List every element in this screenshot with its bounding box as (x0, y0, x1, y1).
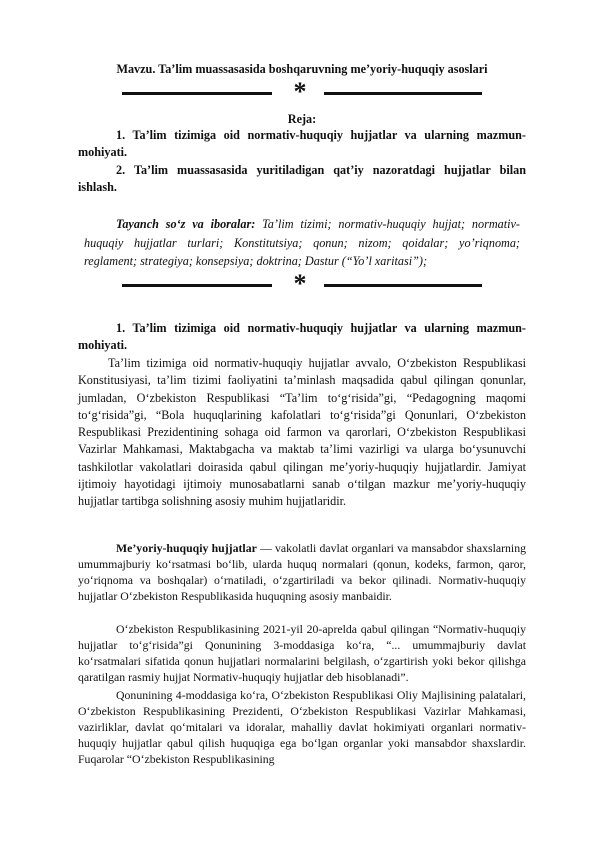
plan-item-1: 1. Ta’lim tizimiga oid normativ-huquqiy hujjatlar va ularning mazmun-mohiyati. (78, 128, 526, 160)
divider-line-right (324, 284, 482, 287)
ornament-divider-top (122, 77, 482, 106)
body-paragraph-4: Qonunining 4-moddasiga ko‘ra, O‘zbekiston Respublikasi Oliy Majlisining palatalari, O‘zbekiston Respublikasining Prezidenti, O‘zbekiston Respublikasi Vazirlar Mahkamasi, vazirliklar, davlat qo‘mitalari va idoralar, mahalliy davlat hokimiyati organlari normativ-huquqiy hujjatlar qabul qilish huquqiga ega bo‘lgan organlar yoki mansabdor shaxslardir. Fuqarolar “O‘zbekiston Respublikasining (78, 688, 526, 766)
section-heading: 1. Ta’lim tizimiga oid normativ-huquqiy hujjatlar va ularning mazmun-mohiyati. (78, 321, 526, 353)
definition-text: — vakolatli davlat organlari va mansabdor shaxslarning umummajburiy ko‘rsatmasi bo‘lib, ularda huquq normalari (qonun, kodeks, farmon, qaror, yo‘riqnoma va boshqalar) o‘rnatiladi, o‘zgartiriladi va bekor qilinadi. Normativ-huquqiy hujjatlar O‘zbekiston Respublikasida huquqning asosiy manbaidir. (78, 541, 527, 603)
plan-item-2: 2. Ta’lim muassasasida yuritiladigan qat’iy nazoratdagi hujjatlar bilan ishlash. (78, 163, 526, 195)
asterisk-ornament-icon: * (293, 77, 307, 106)
divider-line-left (122, 92, 272, 95)
asterisk-ornament-icon: * (293, 269, 307, 298)
body-paragraph-2 (78, 540, 526, 604)
ornament-divider-bottom (122, 269, 482, 298)
body-paragraph-3: O‘zbekiston Respublikasining 2021-yil 20-aprelda qabul qilingan “Normativ-huquqiy hujjatlar to‘g‘risida”gi Qonunining 3-moddasiga ko‘ra, “... umummajburiy davlat ko‘rsatmalari sifatida qonun hujjatlari normalarini belgilash, o‘zgartirish yoki bekor qilishga qaratilgan rasmiy hujjat Normativ-huquqiy hujjatlar deb hisoblanadi”. (78, 622, 526, 684)
keywords-paragraph (84, 215, 520, 271)
keywords-label: Tayanch so‘z va iboralar: (116, 217, 256, 231)
divider-line-right (324, 92, 482, 95)
document-title: Mavzu. Ta’lim muassasasida boshqaruvning me’yoriy-huquqiy asoslari (116, 62, 488, 76)
body-paragraph-1: Ta’lim tizimiga oid normativ-huquqiy hujjatlar avvalo, O‘zbekiston Respublikasi Konstitusiyasi, ta’lim tizimi faoliyatini ta’minlash maqsadida qabul qilingan qonunlar, jumladan, O‘zbekiston Respublikasi “Ta’lim to‘g‘risida”gi, “Pedagogning maqomi to‘g‘risida”gi, “Bola huquqlarining kafolatlari to‘g‘risida”gi Qonunlari, O‘zbekiston Respublikasi Prezidentining sohaga oid farmon va qarorlari, O‘zbekiston Respublikasi Vazirlar Mahkamasi, Maktabgacha va maktab ta’limi vazirligi va ularga bo‘ysunuvchi tashkilotlar vakolatlari doirasida qabul qilingan me’yoriy-huquqiy hujjatlardir. Jamiyat ijtimoiy hayotidagi ijtimoiy munosabatlarni sanab o‘tilgan mazkur me’yoriy-huquqiy hujjatlar tartibga solishning asosiy muhim hujjatlaridir. (78, 356, 526, 509)
defined-term: Me’yoriy-huquqiy hujjatlar (116, 541, 257, 555)
keywords-text: Ta’lim tizimi; normativ-huquqiy hujjat; normativ-huquqiy hujjatlar turlari; Konstitutsiya; qonun; nizom; qoidalar; yo’riqnoma; reglament; strategiya; konsepsiya; doktrina; Dastur (“Yo’l xaritasi”); (84, 217, 520, 268)
divider-line-left (122, 284, 272, 287)
plan-heading: Reja: (287, 112, 317, 126)
